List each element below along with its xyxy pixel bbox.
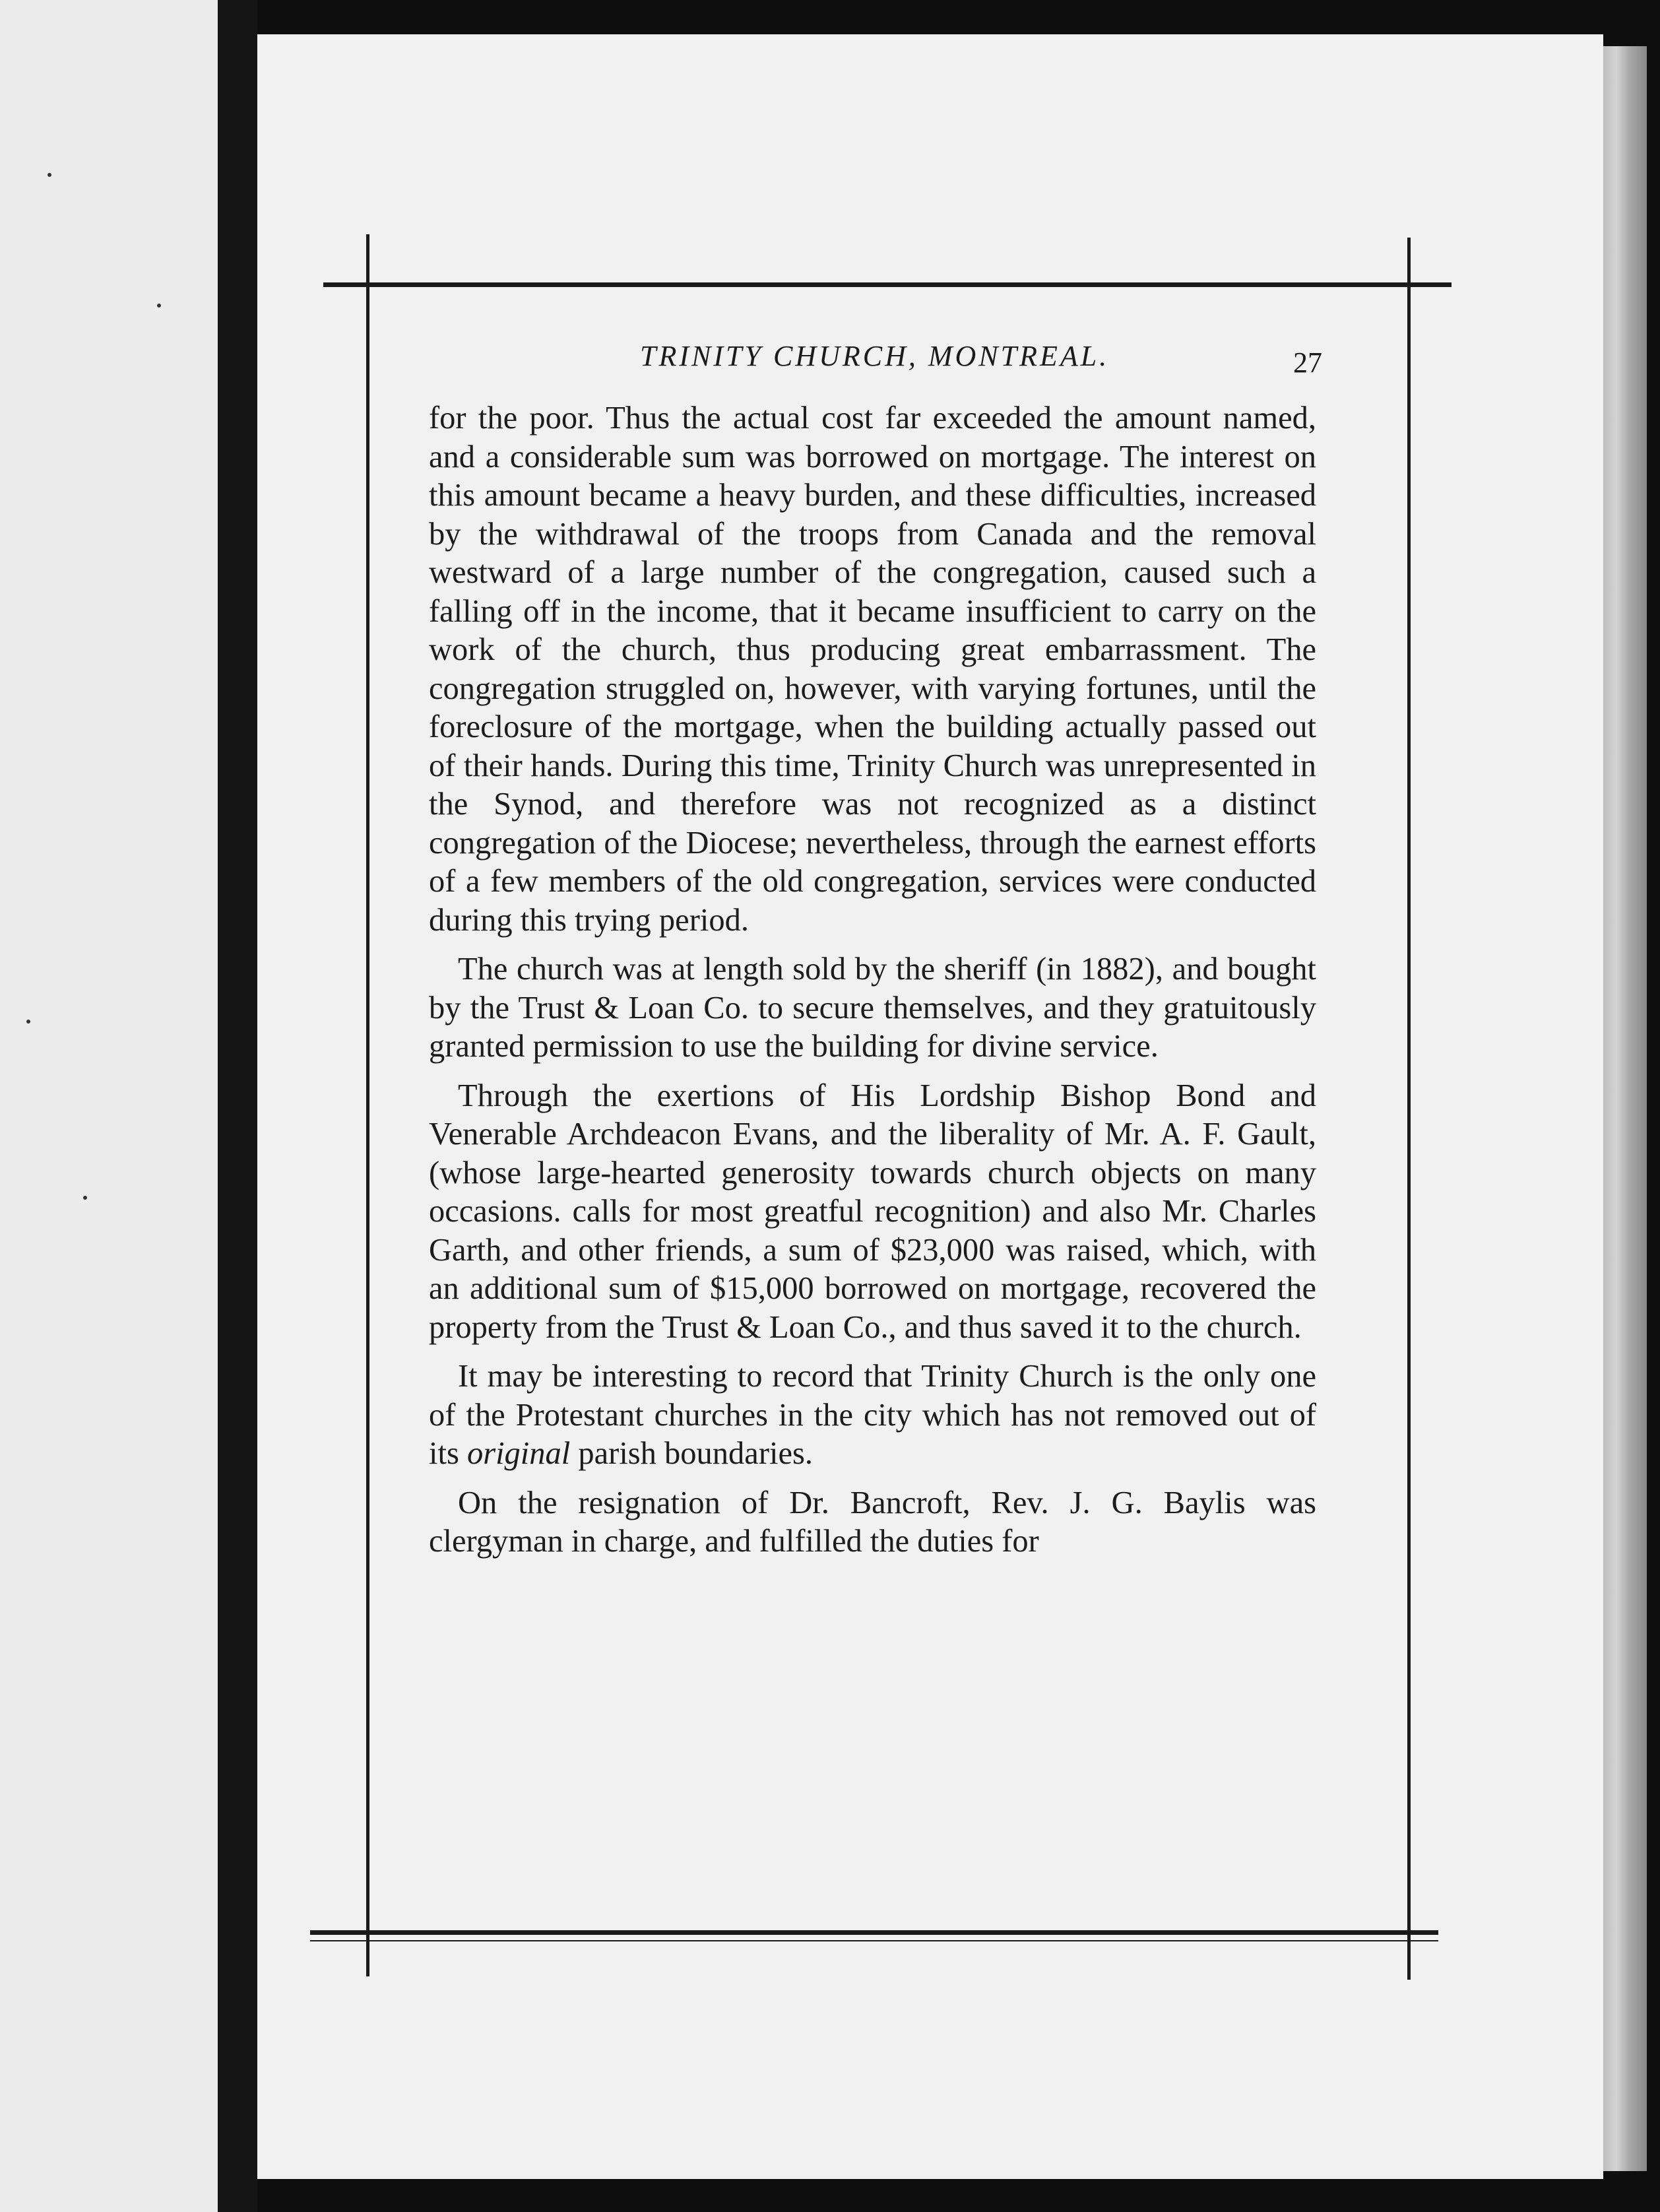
border-right-rule	[1407, 238, 1411, 1980]
paragraph-2: The church was at length sold by the sheriff (in 1882), and bought by the Trust & Loan Co. to secure themselves, and they gratuitously granted permission to use the building for divine service.	[429, 952, 1316, 1064]
running-title: TRINITY CHURCH, MONTREAL.	[640, 340, 1110, 372]
paragraph-4	[429, 1357, 1316, 1474]
page-number: 27	[1293, 346, 1322, 379]
facing-page	[0, 0, 218, 2212]
running-header	[429, 337, 1339, 383]
ink-speck	[48, 173, 51, 177]
ink-speck	[157, 304, 161, 308]
body-text	[429, 399, 1316, 1572]
paragraph-3: Through the exertions of His Lordship Bishop Bond and Venerable Archdeacon Evans, and the liberality of Mr. A. F. Gault, (whose large-hearted generosity towards church objects on many occasions. calls for most greatful recognition) and also Mr. Charles Garth, and other friends, a sum of $23,000 was raised, which, with an additional sum of $15,000 borrowed on mortgage, recovered the property from the Trust & Loan Co., and thus saved it to the church.	[429, 1078, 1316, 1345]
page-stack-edge	[1603, 46, 1647, 2171]
paragraph-4-emphasis: original	[466, 1436, 571, 1471]
paragraph-4-text-before: It may be interesting to record that Trinity Church is the only one of the Protestant churches in the city which has not removed out of its	[429, 1359, 1316, 1471]
border-bottom-rule	[310, 1930, 1438, 1935]
ink-speck	[83, 1196, 87, 1200]
border-left-rule	[366, 234, 369, 1976]
paragraph-5: On the resignation of Dr. Bancroft, Rev. J. G. Baylis was clergyman in charge, and fulfilled the duties for	[429, 1485, 1316, 1559]
book-gutter	[218, 0, 257, 2212]
border-bottom-rule-thin	[310, 1940, 1438, 1941]
paragraph-4-text-after: parish boundaries.	[570, 1436, 813, 1471]
border-top-rule	[323, 282, 1452, 287]
paragraph-1: for the poor. Thus the actual cost far exceeded the amount named, and a considerable sum was borrowed on mortgage. The interest on this amount became a heavy burden, and these difficulties, increased by the withdrawal of the troops from Canada and the removal westward of a large number of the congregation, caused such a falling off in the income, that it became insufficient to carry on the work of the church, thus producing great embarrassment. The congregation struggled on, however, with varying fortunes, until the foreclosure of the mortgage, when the building actually passed out of their hands. During this time, Trinity Church was unrepresented in the Synod, and therefore was not recognized as a distinct congregation of the Diocese; nevertheless, through the earnest efforts of a few members of the old congregation, services were conducted during this trying period.	[429, 401, 1316, 938]
ink-speck	[26, 1020, 30, 1024]
